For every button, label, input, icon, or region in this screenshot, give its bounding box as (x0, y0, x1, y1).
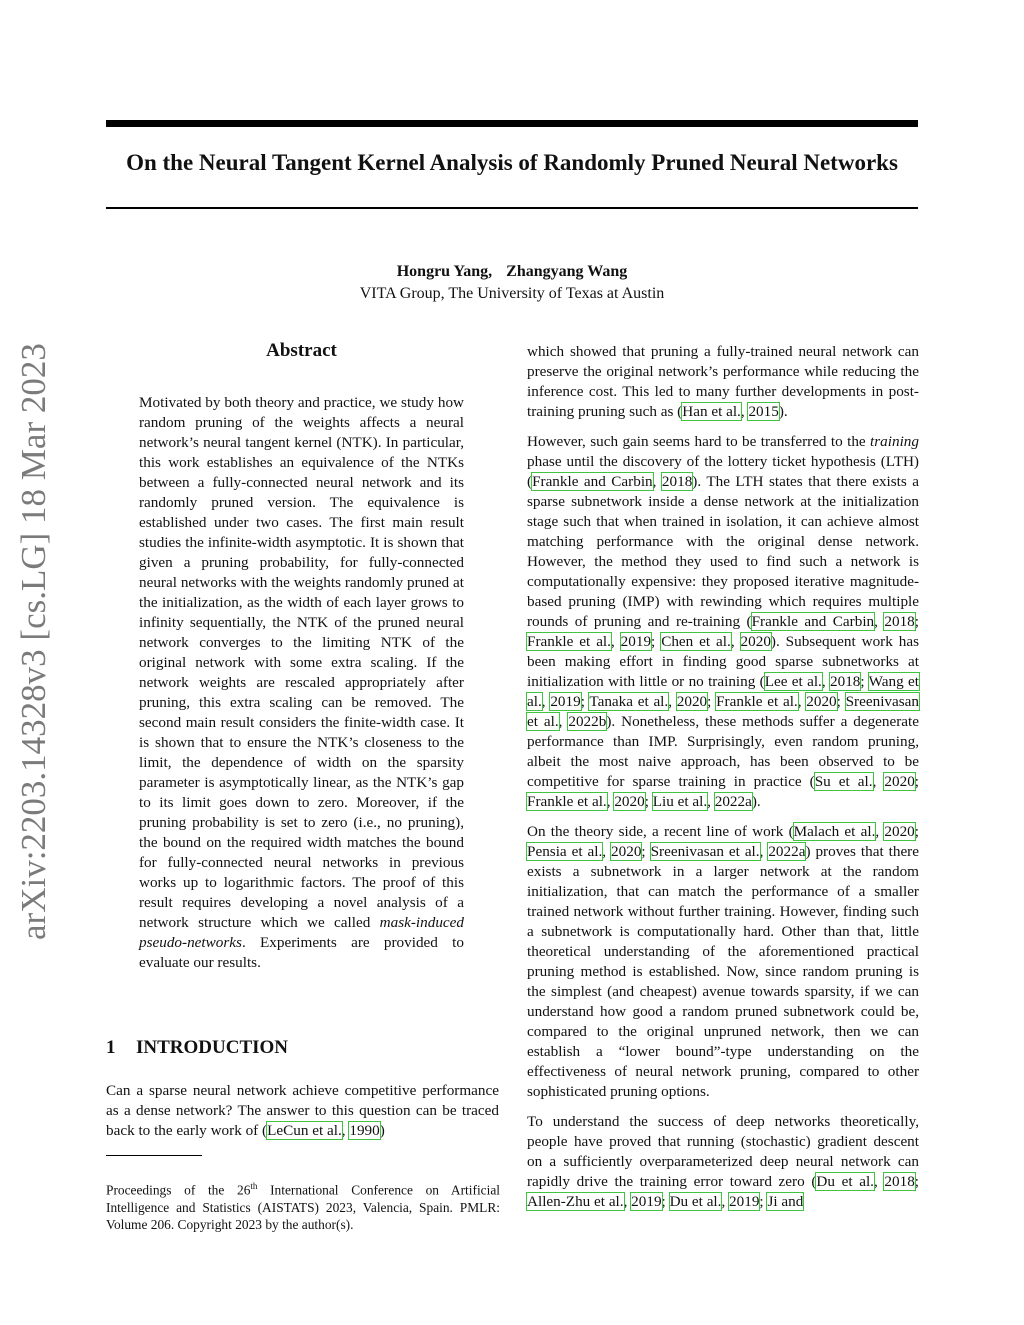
citation-link[interactable]: Su et al. (814, 773, 873, 790)
author-name: Hongru Yang, (396, 263, 493, 280)
citation-link[interactable]: 2020 (884, 773, 915, 790)
author-name: Zhangyang Wang (506, 263, 628, 280)
citation-link[interactable]: Frankle et al. (527, 633, 611, 650)
citation-link[interactable]: 2022b (568, 713, 607, 730)
footnote-rule (106, 1155, 202, 1156)
citation-link[interactable]: 2020 (740, 633, 771, 650)
citation-link[interactable]: Ji and (767, 1193, 804, 1210)
citation-link[interactable]: 2020 (676, 693, 708, 710)
abstract-heading: Abstract (266, 340, 337, 361)
section-heading: 1 INTRODUCTION (106, 1037, 289, 1058)
intro-paragraph: Can a sparse neural network achieve competitive performance as a dense network? The answer to this question can be traced back to the early work of (LeCun et al., 1990) (106, 1082, 499, 1139)
arxiv-identifier: arXiv:2203.14328v3 [cs.LG] 18 Mar 2023 (14, 343, 53, 940)
citation-link[interactable]: Allen-Zhu et al. (527, 1193, 624, 1210)
citation-link[interactable]: Du et al. (669, 1193, 722, 1210)
paper-title: On the Neural Tangent Kernel Analysis of Randomly Pruned Neural Networks (126, 150, 898, 175)
citation-link[interactable]: 2019 (620, 633, 652, 650)
citation-link[interactable]: Tanaka et al. (589, 693, 669, 710)
citation-link[interactable]: Malach et al. (793, 823, 876, 840)
citation-link[interactable]: 2018 (884, 1173, 915, 1190)
citation-link[interactable]: 2022a (714, 793, 752, 810)
footnote: Proceedings of the 26th International Conference on Artificial Intelligence and Statistics (AISTATS) 2023, Valencia, Spain. PMLR: Volume 206. Copyright 2023 by the author(s). (106, 1181, 500, 1233)
citation-link[interactable]: LeCun et al. (267, 1122, 342, 1139)
title-rule-bottom (106, 207, 918, 209)
paragraph: However, such gain seems hard to be transferred to the training phase until the discovery of the lottery ticket hypothesis (LTH) (Frankle and Carbin, 2018). The LTH states that there exists a sparse subnetwork inside a dense network at the initialization stage such that when trained in isolation, it can achieve almost matching performance with the original dense network. However, the method they used to find such a network is computationally expensive: they proposed iterative magnitude-based pruning (IMP) with rewinding which requires multiple rounds of pruning and re-training (Frankle and Carbin, 2018; Frankle et al., 2019; Chen et al., 2020). Subsequent work has been making effort in finding good sparse subnetworks at initialization with little or no training (Lee et al., 2018; Wang et al., 2019; Tanaka et al., 2020; Frankle et al., 2020; Sreenivasan et al., 2022b). Nonetheless, these methods suffer a degenerate performance than IMP. Surprisingly, even random pruning, albeit the most naive approach, has been observed to be competitive for sparse training in practice (Su et al., 2020; Frankle et al., 2020; Liu et al., 2022a). (527, 433, 920, 810)
citation-link[interactable]: 2018 (830, 673, 861, 690)
citation-link[interactable]: Liu et al. (652, 793, 708, 810)
citation-link[interactable]: Frankle et al. (527, 793, 607, 810)
citation-link[interactable]: Han et al. (682, 403, 741, 420)
citation-link[interactable]: Sreenivasan et al. (650, 843, 760, 860)
citation-link[interactable]: Sreenivasan et al. (527, 693, 919, 730)
citation-link[interactable]: Frankle and Carbin (751, 613, 875, 630)
author-list (0, 263, 1024, 281)
citation-link[interactable]: 2019 (729, 1193, 760, 1210)
citation-link[interactable]: 2018 (661, 473, 693, 490)
paragraph: On the theory side, a recent line of work (Malach et al., 2020; Pensia et al., 2020; Sreenivasan et al., 2022a) proves that there exists a subnetwork in a larger network at the random initialization, that can match the performance of a smaller trained network without further training. However, finding such a subnetwork is computationally hard. Other than that, little theoretical understanding of the aforementioned practical pruning method is established. Now, since random pruning is the simplest (and cheapest) avenue towards sparsity, if we can understand how good a random pruned subnetwork could be, compared to the original unpruned network, then we can establish a “lower bound”-type understanding on the effectiveness of neural network pruning, compared to other sophisticated pruning options. (527, 823, 919, 1100)
citation-link[interactable]: Pensia et al. (527, 843, 603, 860)
affiliation: VITA Group, The University of Texas at Austin (359, 285, 665, 302)
citation-link[interactable]: Frankle et al. (716, 693, 798, 710)
citation-link[interactable]: Lee et al. (764, 673, 822, 690)
citation-link[interactable]: 1990 (349, 1122, 380, 1139)
citation-link[interactable]: Chen et al. (661, 633, 731, 650)
abstract-body: Motivated by both theory and practice, we study how random pruning of the weights affects a neural network’s neural tangent kernel (NTK). In particular, this work establishes an equivalence of the NTKs between a fully-connected neural network and its randomly pruned version. The equivalence is established under two cases. The first main result studies the infinite-width asymptotic. It is shown that given a pruning probability, for fully-connected neural networks with the weights randomly pruned at the initialization, as the width of each layer grows to infinity sequentially, the NTK of the pruned neural network converges to the limiting NTK of the original network with some extra scaling. If the network weights are rescaled appropriately after pruning, this extra scaling can be removed. The second main result considers the finite-width case. It is shown that to ensure the NTK’s closeness to the limit, the dependence of width on the sparsity parameter is asymptotically linear, as the NTK’s gap to its limit goes down to zero. Moreover, if the pruning probability is set to zero (i.e., no pruning), the bound on the required width matches the bound for fully-connected neural networks in previous works up to logarithmic factors. The proof of this result requires developing a novel analysis of a network structure which we called mask-induced pseudo-networks. Experiments are provided to evaluate our results. (139, 394, 464, 971)
title-rule-top (106, 120, 918, 127)
citation-link[interactable]: 2020 (884, 823, 915, 840)
citation-link[interactable]: 2020 (611, 843, 642, 860)
citation-link[interactable]: Du et al. (816, 1173, 874, 1190)
paragraph: which showed that pruning a fully-trained neural network can preserve the original network’s performance while reducing the inference cost. This led to many further developments in post-training pruning such as (Han et al., 2015). (527, 343, 919, 420)
citation-link[interactable]: 2020 (806, 693, 837, 710)
citation-link[interactable]: 2019 (550, 693, 581, 710)
citation-link[interactable]: Frankle and Carbin (532, 473, 653, 490)
citation-link[interactable]: 2022a (768, 843, 806, 860)
paragraph: To understand the success of deep networks theoretically, people have proved that running (stochastic) gradient descent on a sufficiently overparameterized deep neural network can rapidly drive the training error toward zero (Du et al., 2018; Allen-Zhu et al., 2019; Du et al., 2019; Ji and (527, 1113, 920, 1210)
citation-link[interactable]: 2020 (614, 793, 645, 810)
citation-link[interactable]: 2019 (631, 1193, 662, 1210)
citation-link[interactable]: Wang et al. (527, 673, 919, 710)
right-column (527, 342, 919, 1222)
citation-link[interactable]: 2018 (884, 613, 915, 630)
citation-link[interactable]: 2015 (748, 403, 779, 420)
